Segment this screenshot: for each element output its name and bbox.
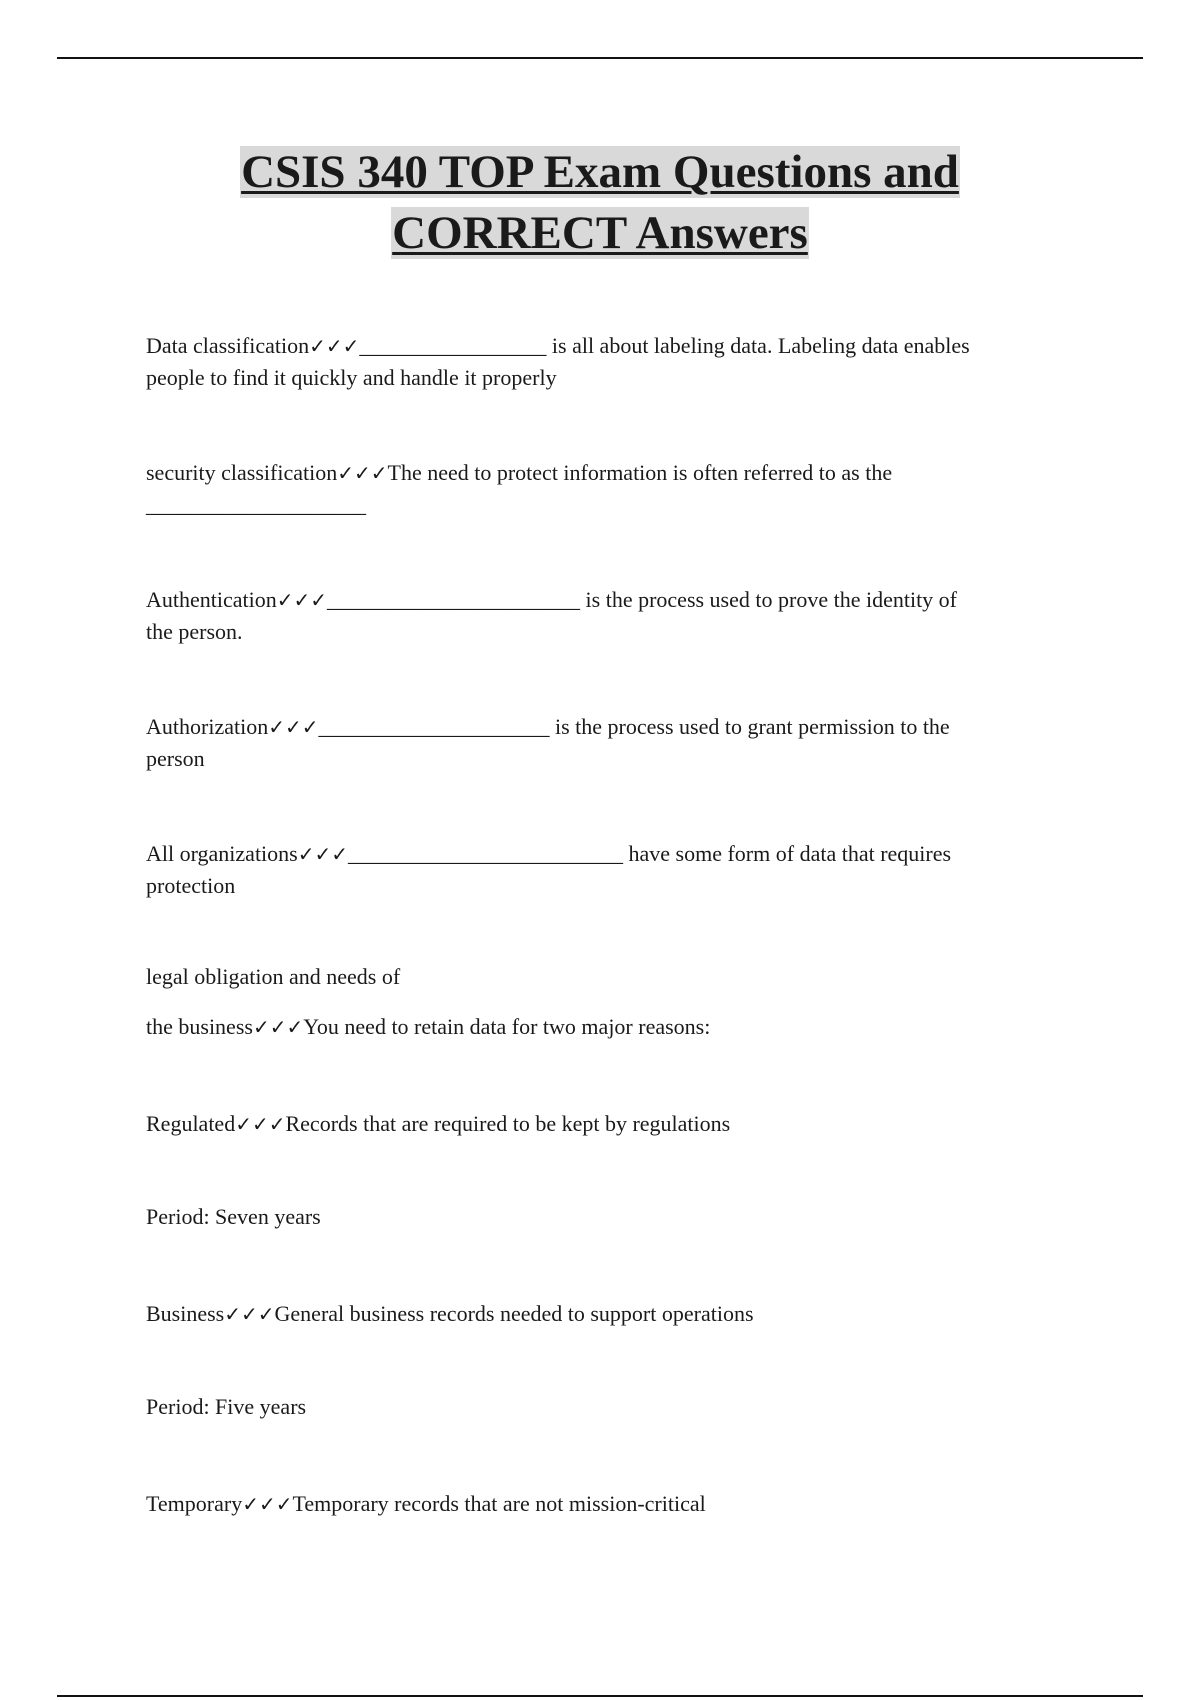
entry-answer: Temporary records that are not mission-critical [292, 1491, 706, 1516]
check-marks: ✓✓✓ [242, 1492, 293, 1516]
title-line-2: CORRECT Answers [392, 207, 808, 259]
entry-term: Business [146, 1301, 225, 1326]
qa-entry-business [146, 1298, 1066, 1330]
check-marks: ✓✓✓ [224, 1302, 275, 1326]
qa-entry-data-classification [146, 330, 1066, 393]
entry-term: Authentication [146, 587, 277, 612]
entry-answer-continued: ____________________ [146, 492, 366, 517]
entry-answer: Records that are required to be kept by regulations [285, 1111, 731, 1136]
check-marks: ✓✓✓ [252, 1015, 304, 1039]
bottom-rule [57, 1695, 1143, 1697]
qa-entry-retention-reasons [146, 961, 1066, 992]
entry-term: Regulated [146, 1111, 236, 1136]
qa-entry-regulated [146, 1108, 1066, 1140]
check-marks: ✓✓✓ [268, 715, 319, 739]
entry-answer: _______________________ is the process used to prove the identity of [327, 587, 958, 612]
period-regulated [146, 1201, 1066, 1232]
entry-term-line-1: legal obligation and needs of [146, 964, 401, 989]
check-marks: ✓✓✓ [309, 334, 360, 358]
title-line-1: CSIS 340 TOP Exam Questions and [241, 146, 959, 198]
qa-entry-retention-reasons-answer [146, 1011, 1066, 1043]
qa-entry-security-classification [146, 457, 1066, 520]
document-title [0, 142, 1200, 264]
check-marks: ✓✓✓ [276, 588, 328, 612]
entry-term: All organizations [146, 841, 298, 866]
check-marks: ✓✓✓ [297, 842, 349, 866]
entry-answer-continued: the person. [146, 619, 243, 644]
top-rule [57, 57, 1143, 59]
entry-text: Period: Five years [146, 1394, 307, 1419]
entry-term: Authorization [146, 714, 269, 739]
entry-term-line-2: the business [146, 1014, 253, 1039]
entry-answer: You need to retain data for two major reasons: [303, 1014, 711, 1039]
entry-answer: _____________________ is the process used to grant permission to the [318, 714, 950, 739]
entry-answer: The need to protect information is often referred to as the [387, 460, 893, 485]
entry-answer: _________________ is all about labeling data. Labeling data enables [359, 333, 970, 358]
entry-term: security classification [146, 460, 338, 485]
qa-entry-all-organizations [146, 838, 1066, 901]
entry-answer: General business records needed to support operations [274, 1301, 754, 1326]
entry-text: Period: Seven years [146, 1204, 321, 1229]
entry-answer-continued: people to find it quickly and handle it properly [146, 365, 557, 390]
entry-answer-continued: person [146, 746, 205, 771]
qa-entry-temporary [146, 1488, 1066, 1520]
entry-term: Temporary [146, 1491, 243, 1516]
period-business [146, 1391, 1066, 1422]
qa-entry-authorization [146, 711, 1066, 774]
entry-answer-continued: protection [146, 873, 236, 898]
check-marks: ✓✓✓ [235, 1112, 286, 1136]
entry-answer: _________________________ have some form of data that requires [348, 841, 952, 866]
check-marks: ✓✓✓ [337, 461, 388, 485]
qa-entry-authentication [146, 584, 1066, 647]
entry-term: Data classification [146, 333, 310, 358]
